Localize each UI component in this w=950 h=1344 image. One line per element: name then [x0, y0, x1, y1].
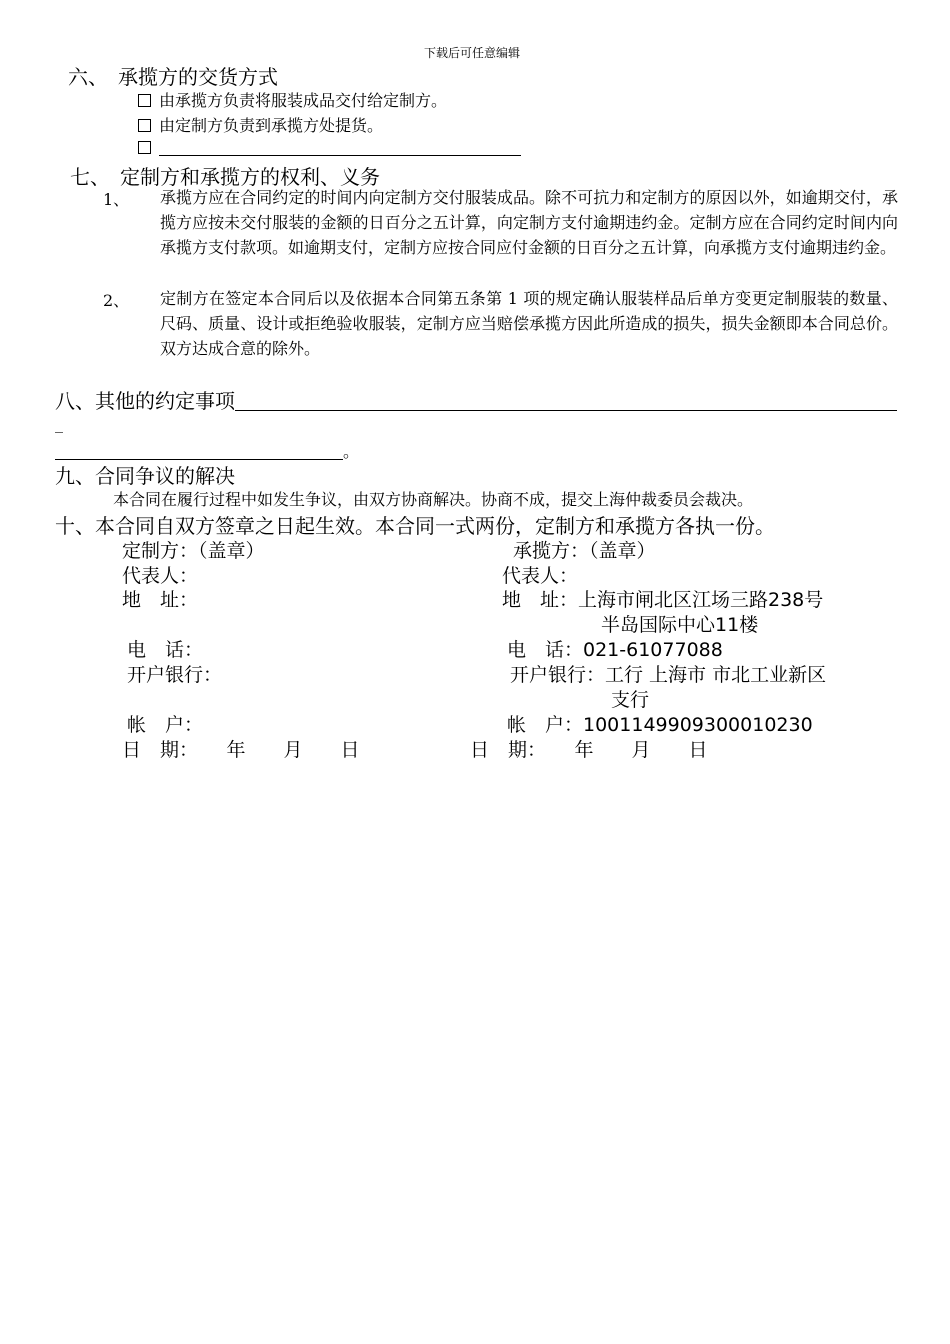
- left-bank: 开户银行：: [127, 664, 223, 686]
- right-bank: 开户银行：工行 上海市 市北工业新区: [510, 664, 827, 686]
- section-8-title: [55, 385, 897, 414]
- left-date: 日 期： 年 月 日: [122, 739, 360, 761]
- section-10-title: 十、本合同自双方签章之日起生效。本合同一式两份，定制方和承揽方各执一份。: [55, 514, 775, 538]
- right-bank-line-2: 支行: [611, 689, 650, 711]
- delivery-option-3-blank[interactable]: [159, 154, 521, 156]
- item-2-number: 2、: [103, 291, 130, 310]
- right-account: 帐 户：1001149909300010230: [507, 714, 813, 736]
- item-1-number: 1、: [103, 190, 130, 209]
- other-terms-period: 。: [343, 442, 360, 461]
- left-party: 定制方：（盖章）: [122, 540, 265, 562]
- section-9-body: 本合同在履行过程中如发生争议，由双方协商解决。协商不成，提交上海仲裁委员会裁决。: [113, 490, 754, 509]
- item-1-text: 承揽方应在合同约定的时间内向定制方交付服装成品。除不可抗力和定制方的原因以外，如逾期交付，承揽方应按未交付服装的金额的日百分之五计算，向定制方支付逾期违约金。定制方应在合同约定时间内向承揽方支付款项。如逾期支付，定制方应按合同应付金额的日百分之五计算，向承揽方支付逾期违约金。: [160, 188, 898, 257]
- right-address: 地 址：上海市闸北区江场三路238号: [502, 589, 824, 611]
- checkbox-option-3[interactable]: [138, 141, 151, 154]
- right-date: 日 期： 年 月 日: [470, 739, 708, 761]
- other-terms-blank-1[interactable]: [235, 409, 897, 411]
- right-party: 承揽方：（盖章）: [513, 540, 656, 562]
- delivery-option-3: [138, 138, 521, 157]
- delivery-option-2: [138, 113, 383, 136]
- right-address-line-2: 半岛国际中心11楼: [601, 614, 759, 636]
- section-6-title: 六、 承揽方的交货方式: [68, 65, 278, 89]
- delivery-option-2-label: 由定制方负责到承揽方处提货。: [159, 116, 384, 135]
- other-terms-dash: _: [55, 414, 63, 433]
- checkbox-option-2[interactable]: [138, 119, 151, 132]
- left-representative: 代表人：: [122, 565, 199, 587]
- item-2-text: 定制方在签定本合同后以及依据本合同第五条第 1 项的规定确认服装样品后单方变更定制服装的数量、尺码、质量、设计或拒绝验收服装，定制方应当赔偿承揽方因此所造成的损失，损失金额即本合同总价。双方达成合意的除外。: [160, 289, 898, 358]
- left-account: 帐 户：: [127, 714, 204, 736]
- page-header: 下载后可任意编辑: [424, 46, 521, 60]
- checkbox-option-1[interactable]: [138, 94, 151, 107]
- section-7-title: 七、 定制方和承揽方的权利、义务: [70, 165, 380, 189]
- delivery-option-1-label: 由承揽方负责将服装成品交付给定制方。: [159, 91, 448, 110]
- left-address: 地 址：: [122, 589, 199, 611]
- section-9-title: 九、合同争议的解决: [55, 464, 235, 488]
- section-8-label: 八、其他的约定事项: [55, 389, 235, 413]
- right-representative: 代表人：: [502, 565, 579, 587]
- left-phone: 电 话：: [127, 639, 204, 661]
- delivery-option-1: [138, 88, 447, 111]
- right-phone: 电 话：021-61077088: [507, 639, 723, 661]
- other-terms-line-2: [55, 439, 359, 462]
